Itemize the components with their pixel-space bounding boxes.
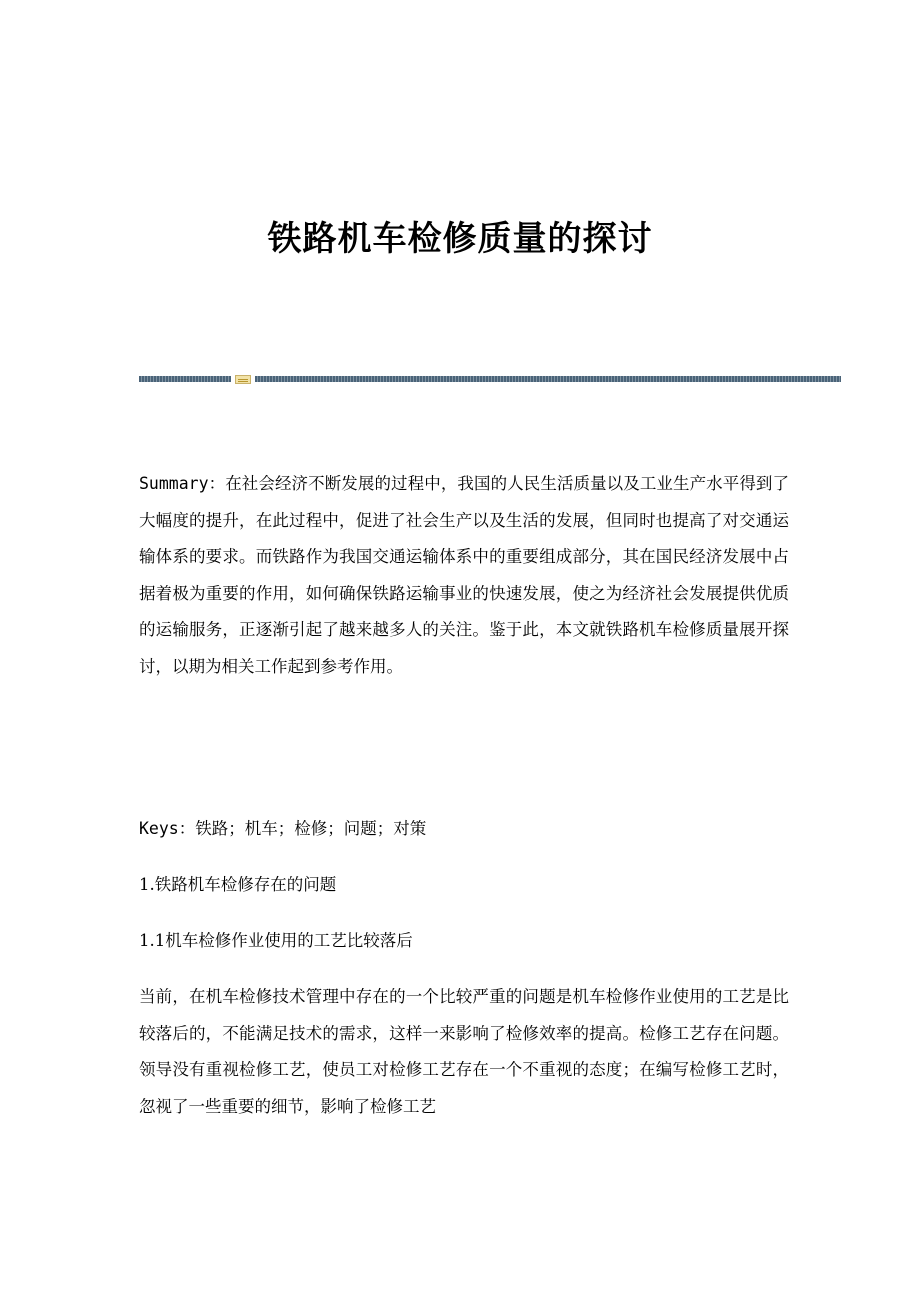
document-title: 铁路机车检修质量的探讨 xyxy=(267,219,653,259)
section-heading-1: 1.铁路机车检修存在的问题 xyxy=(139,875,337,894)
keywords-text: 铁路；机车；检修；问题；对策 xyxy=(195,819,427,838)
body-paragraph: 当前，在机车检修技术管理中存在的一个比较严重的问题是机车检修作业使用的工艺是比较落后的，不能满足技术的需求，这样一来影响了检修效率的提高。检修工艺存在问题。领导没有重视检修工艺，使员工对检修工艺存在一个不重视的态度；在编写检修工艺时，忽视了一些重要的细节，影响了检修工艺 xyxy=(139,987,789,1116)
section-heading-1-1: 1.1机车检修作业使用的工艺比较落后 xyxy=(139,931,413,950)
summary-label: Summary： xyxy=(139,474,226,493)
divider-bar-left xyxy=(139,376,231,382)
keywords-label: Keys： xyxy=(139,819,196,838)
summary-paragraph xyxy=(139,466,789,686)
keywords-paragraph xyxy=(139,811,789,848)
divider-bar-right xyxy=(255,376,841,382)
title-divider xyxy=(139,375,841,384)
summary-text: 在社会经济不断发展的过程中，我国的人民生活质量以及工业生产水平得到了大幅度的提升，在此过程中，促进了社会生产以及生活的发展，但同时也提高了对交通运输体系的要求。而铁路作为我国交通运输体系中的重要组成部分，其在国民经济发展中占据着极为重要的作用，如何确保铁路运输事业的快速发展，使之为经济社会发展提供优质的运输服务，正逐渐引起了越来越多人的关注。鉴于此，本文就铁路机车检修质量展开探讨，以期为相关工作起到参考作用。 xyxy=(139,474,790,676)
divider-ornament-icon xyxy=(235,375,251,384)
